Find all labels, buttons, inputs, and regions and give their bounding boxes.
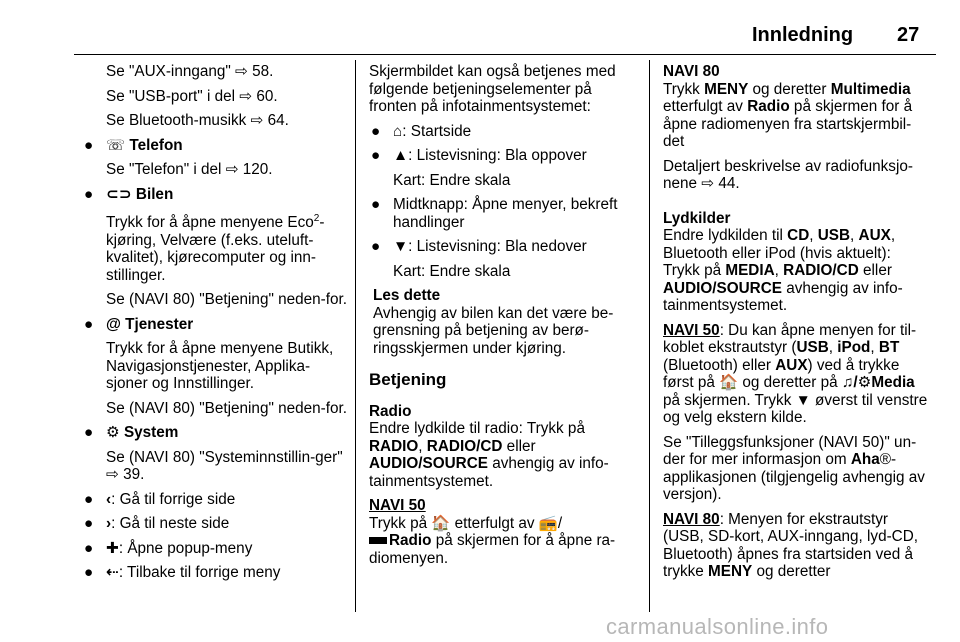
media-icon: ♫/⚙ [841, 374, 872, 391]
scroll-down-map: Kart: Endre skala [393, 262, 511, 280]
scroll-down-text: : Listevisning: Bla nedover [408, 238, 587, 255]
usb-key: USB [817, 227, 851, 244]
center-button-text: Midtknapp: Åpne menyer, bekreft handlinger [393, 196, 618, 231]
navi50-text-b: etterfulgt av [450, 514, 539, 532]
popup-menu-text: : Åpne popup-meny [118, 539, 253, 557]
multimedia-key: Multimedia [830, 80, 911, 98]
scroll-up-text: : Listevisning: Bla oppover [408, 147, 587, 164]
page-title: Innledning [752, 24, 854, 46]
navi80-instructions [663, 81, 931, 151]
lydkilder-instructions: Endre lydkilden til CD, USB, AUX, Bluetooth eller iPod (hvis aktuelt): Trykk på MEDIA, RADIO/CD eller AUDIO/SOURCE avhengig av info-tainmentsystemet. [663, 227, 903, 314]
telefon-title: Telefon [129, 136, 183, 154]
list-item-center-button [369, 196, 637, 231]
navi80-accessories [663, 511, 931, 581]
text: Bluetooth eller iPod (hvis aktuelt): Trykk på [663, 244, 891, 279]
media-key: Media [871, 374, 915, 391]
radio-bar-icon [369, 537, 387, 544]
text: Endre lydkilden til [663, 227, 788, 244]
home-icon: ⌂ [393, 122, 403, 140]
aha-name: Aha [850, 451, 880, 468]
radio-label: Radio [369, 402, 412, 420]
text: (Bluetooth) eller [663, 356, 776, 374]
radio-text: Endre lydkilde til radio: Trykk på [369, 420, 585, 437]
tjenester-description: Trykk for å åpne menyene Butikk, Navigasjonstjenester, Applika-sjoner og Innstillinger. [106, 340, 334, 393]
section-heading-betjening: Betjening [369, 370, 447, 389]
text: etterfulgt av [663, 98, 748, 115]
column-divider-2 [649, 60, 650, 612]
text: avhengig av info-tainmentsystemet. [663, 279, 903, 314]
list-item-next-page [82, 515, 350, 533]
column-3 [663, 63, 931, 588]
bullet: ● [84, 490, 94, 508]
system-title: System [123, 424, 179, 442]
radio-text-end: avhengig av info-tainmentsystemet. [369, 455, 609, 490]
additional-functions-reference [663, 434, 931, 504]
aux-reference: Se "AUX-inngang" ⇨ 58. [106, 63, 274, 80]
bullet: ● [371, 238, 381, 255]
text: eller [858, 262, 892, 279]
bilen-description [82, 210, 350, 284]
list-item-scroll-up [369, 147, 637, 165]
gear-icon: ⚙ [106, 424, 120, 442]
bullet: ● [84, 564, 94, 582]
meny-key: MENY [708, 563, 753, 580]
radio-detail-reference: Detaljert beskrivelse av radiofunksjo-nene ⇨ 44. [663, 157, 913, 192]
list-item-previous-page [82, 491, 350, 509]
radio-instructions [369, 420, 637, 490]
text: : Menyen for ekstrautstyr (USB, SD-kort, AUX-inngang, lyd-CD, Bluetooth) åpnes fra startsiden ved å trykke [663, 510, 919, 580]
plus-icon: ✚ [106, 539, 119, 557]
navi50-accessories: NAVI 50: Du kan åpne menyen for til-koblet ekstrautstyr (USB, iPod, BT (Bluetooth) eller AUX) ved å trykke først på 🏠 og deretter på ♫/⚙Media på skjermen. Trykk ▼ øverst til venstre og velg ekstern kilde. [663, 321, 928, 426]
bullet: ● [84, 315, 94, 333]
navi50-label: NAVI 50 [369, 497, 426, 514]
media-key: MEDIA [725, 262, 775, 279]
back-text: : Tilbake til forrige meny [118, 564, 281, 582]
navi50-text-c: på skjermen for å åpne ra-diomenyen. [369, 532, 616, 567]
text: og deretter [752, 563, 831, 580]
list-item-bilen [82, 186, 350, 204]
chevron-right-icon: › [106, 515, 112, 533]
text: ) ved å trykke først på [663, 356, 900, 391]
note-title: Les dette [373, 287, 441, 304]
previous-page-text: : Gå til forrige side [111, 490, 236, 508]
radio-key: RADIO [369, 437, 419, 455]
arrow-down-icon: ▼ [393, 238, 409, 255]
footnote-marker: 2 [313, 213, 320, 224]
bullet: ● [84, 515, 94, 533]
note-text: Avhengig av bilen kan det være be-grensning på betjening av berø-ringsskjermen under kjøring. [373, 304, 614, 357]
start-text: : Startside [402, 122, 472, 140]
text: og deretter på [738, 374, 842, 391]
bilen-text-cont: -kjøring, Velvære (f.eks. uteluft-kvalitet), kjørecomputer og inn-stillinger. [106, 214, 325, 284]
aux-key: AUX [775, 356, 808, 374]
bilen-text: Trykk for å åpne menyene Eco [106, 214, 314, 232]
bilen-title: Bilen [135, 185, 174, 203]
list-item-start [369, 123, 637, 141]
list-item-system [82, 424, 350, 442]
radio-icon: 📻 [538, 514, 558, 532]
bullet: ● [371, 122, 381, 140]
aux-key: AUX [858, 227, 891, 244]
tjenester-title: @ Tjenester [106, 315, 194, 333]
radio-key: Radio [389, 532, 432, 549]
column-divider-1 [355, 60, 356, 612]
bullet: ● [371, 147, 381, 164]
list-item-tjenester [82, 316, 350, 334]
list-item-scroll-down [369, 238, 637, 256]
ipod-key: iPod [837, 339, 871, 356]
bullet: ● [84, 185, 94, 203]
list-item-telefon [82, 137, 350, 155]
text: og deretter [748, 80, 831, 98]
bullet: ● [84, 424, 94, 442]
usb-key: USB [796, 339, 829, 356]
tjenester-reference: Se (NAVI 80) "Betjening" neden-for. [106, 399, 348, 417]
navi80-label: NAVI 80 [663, 510, 720, 528]
bilen-reference: Se (NAVI 80) "Betjening" neden-for. [106, 291, 348, 309]
home-icon: 🏠 [719, 374, 739, 391]
home-icon: 🏠 [431, 514, 451, 532]
chevron-left-icon: ‹ [106, 490, 112, 508]
radio-cd-key: RADIO/CD [426, 437, 503, 455]
cd-key: CD [787, 227, 810, 244]
radio-text-or: eller [502, 437, 536, 455]
next-page-text: : Gå til neste side [111, 515, 230, 533]
car-icon: ⊂⊃ [106, 185, 132, 203]
watermark: carmanualsonline.info [606, 614, 829, 639]
note-box [369, 287, 637, 357]
phone-icon: ☏ [106, 136, 126, 154]
separator: , [418, 437, 427, 455]
page-header [0, 0, 960, 60]
usb-reference: Se "USB-port" i del ⇨ 60. [106, 87, 278, 105]
scroll-up-map: Kart: Endre skala [393, 171, 511, 189]
navi50-instructions [369, 515, 637, 568]
bullet: ● [84, 136, 94, 154]
bullet: ● [84, 539, 94, 557]
navi50-label: NAVI 50 [663, 321, 720, 339]
radio-key: Radio [747, 98, 790, 115]
text: ®-applikasjonen (tilgjengelig avhengig av versjon). [663, 451, 925, 503]
page-number: 27 [897, 24, 920, 46]
spacer [663, 200, 931, 210]
bluetooth-reference: Se Bluetooth-musikk ⇨ 64. [106, 112, 289, 129]
bullet: ● [371, 196, 381, 213]
text: på skjermen for å åpne radiomenyen fra startskjermbil-det [663, 98, 913, 150]
lydkilder-label: Lydkilder [663, 209, 731, 227]
text: på skjermen. Trykk ▼ øverst til venstre og velg ekstern kilde. [663, 391, 928, 426]
controls-intro: Skjermbildet kan også betjenes med følgende betjeningselementer på fronten på infotainmentsystemet: [369, 63, 616, 115]
back-arrow-icon: ⇠ [106, 564, 119, 582]
system-reference: Se (NAVI 80) "Systeminnstillin-ger" ⇨ 39. [106, 448, 343, 484]
text: Trykk [663, 80, 705, 98]
column-2 [369, 63, 637, 574]
bt-key: BT [878, 339, 900, 356]
audio-source-key: AUDIO/SOURCE [663, 279, 782, 297]
arrow-up-icon: ▲ [393, 147, 409, 164]
text: : Du kan åpne menyen for til-koblet ekstrautstyr ( [663, 321, 917, 356]
navi80-label: NAVI 80 [663, 63, 720, 80]
navi50-text: Trykk på [369, 514, 432, 532]
audio-source-key: AUDIO/SOURCE [369, 455, 488, 472]
list-item-popup-menu [82, 540, 350, 558]
column-1 [82, 63, 350, 589]
meny-key: MENY [704, 80, 749, 98]
radio-cd-key: RADIO/CD [783, 262, 859, 279]
slash: / [557, 514, 563, 532]
telefon-reference: Se "Telefon" i del ⇨ 120. [106, 161, 273, 178]
text: Se "Tilleggsfunksjoner (NAVI 50)" un-der for mer informasjon om [663, 433, 917, 468]
header-rule [74, 54, 936, 55]
list-item-back [82, 564, 350, 582]
